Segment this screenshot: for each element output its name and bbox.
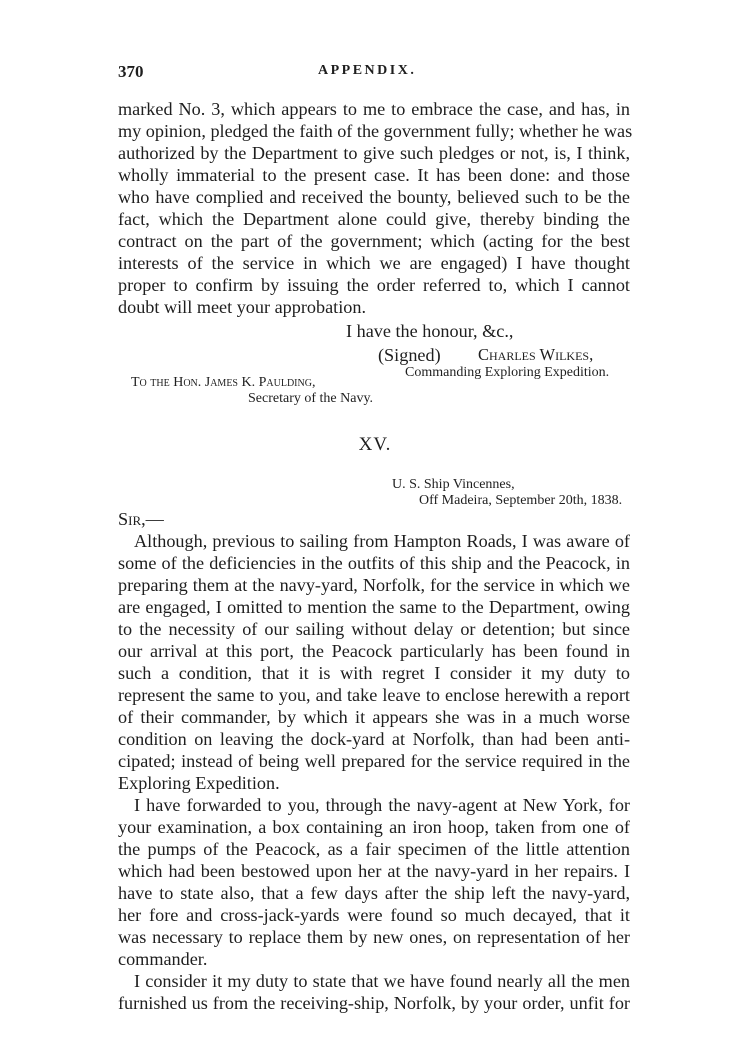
body-text-line: are engaged, I omitted to mention the same to the Department, owing <box>118 597 630 617</box>
body-text-line: doubt will meet your approbation. <box>118 297 367 317</box>
body-text-line: our arrival at this port, the Peacock particularly has been found in <box>118 641 630 661</box>
body-text-line: authorized by the Department to give such pledges or not, is, I think, <box>118 143 630 163</box>
body-text-line: who have complied and received the bounty, believed such to be the <box>118 187 630 207</box>
letter-closing: I have the honour, &c., <box>346 321 514 341</box>
running-head-title: APPENDIX. <box>318 63 417 78</box>
body-text-line: which had been bestowed upon her at the navy-yard in her repairs. I <box>118 861 630 881</box>
body-text-line: fact, which the Department alone could give, thereby binding the <box>118 209 630 229</box>
body-text-line: her fore and cross-jack-yards were found so much decayed, that it <box>118 905 630 925</box>
body-text-line: my opinion, pledged the faith of the government fully; whether he was <box>118 121 633 141</box>
body-text-line: cipated; instead of being well prepared for the service required in the <box>118 751 630 771</box>
body-text-line: to the necessity of our sailing without delay or detention; but since <box>118 619 630 639</box>
body-text-line: I consider it my duty to state that we have found nearly all the men <box>134 971 630 991</box>
body-text-line: wholly immaterial to the present case. It has been done: and those <box>118 165 630 185</box>
signer-title: Commanding Exploring Expedition. <box>405 365 610 380</box>
signer-name: Charles Wilkes, <box>478 345 594 364</box>
letter-date: Off Madeira, September 20th, 1838. <box>419 493 623 508</box>
addressee-title: Secretary of the Navy. <box>248 391 374 406</box>
addressee-line: To the Hon. James K. Paulding, <box>131 375 316 390</box>
body-text-line: furnished us from the receiving-ship, Norfolk, by your order, unfit for <box>118 993 630 1013</box>
body-text-line: some of the deficiencies in the outfits of this ship and the Peacock, in <box>118 553 630 573</box>
salutation: Sir,— <box>118 509 164 529</box>
page-number: 370 <box>118 62 144 81</box>
body-text-line: I have forwarded to you, through the navy-agent at New York, for <box>134 795 630 815</box>
body-text-line: was necessary to replace them by new ones, on representation of her <box>118 927 630 947</box>
body-text-line: your examination, a box containing an iron hoop, taken from one of <box>118 817 630 837</box>
signed-label: (Signed) <box>378 345 441 365</box>
section-number: XV. <box>358 434 392 455</box>
body-text-line: commander. <box>118 949 208 969</box>
letter-place: U. S. Ship Vincennes, <box>392 477 515 492</box>
body-text-line: Although, previous to sailing from Hampton Roads, I was aware of <box>134 531 630 551</box>
body-text-line: of their commander, by which it appears she was in a much worse <box>118 707 630 727</box>
body-text-line: proper to confirm by issuing the order referred to, which I cannot <box>118 275 630 295</box>
body-text-line: have to state also, that a few days after the ship left the navy-yard, <box>118 883 630 903</box>
body-text-line: represent the same to you, and take leave to enclose herewith a report <box>118 685 630 705</box>
body-text-line: interests of the service in which we are engaged) I have thought <box>118 253 630 273</box>
running-head <box>118 62 638 86</box>
body-text-line: such a condition, that it is with regret I consider it my duty to <box>118 663 630 683</box>
body-text-line: the pumps of the Peacock, as a fair specimen of the little attention <box>118 839 630 859</box>
body-text-line: condition on leaving the dock-yard at Norfolk, than had been anti- <box>118 729 630 749</box>
body-text-line: marked No. 3, which appears to me to embrace the case, and has, in <box>118 99 630 119</box>
body-text-line: contract on the part of the government; which (acting for the best <box>118 231 630 251</box>
body-text-line: preparing them at the navy-yard, Norfolk, for the service in which we <box>118 575 630 595</box>
body-text-line: Exploring Expedition. <box>118 773 280 793</box>
